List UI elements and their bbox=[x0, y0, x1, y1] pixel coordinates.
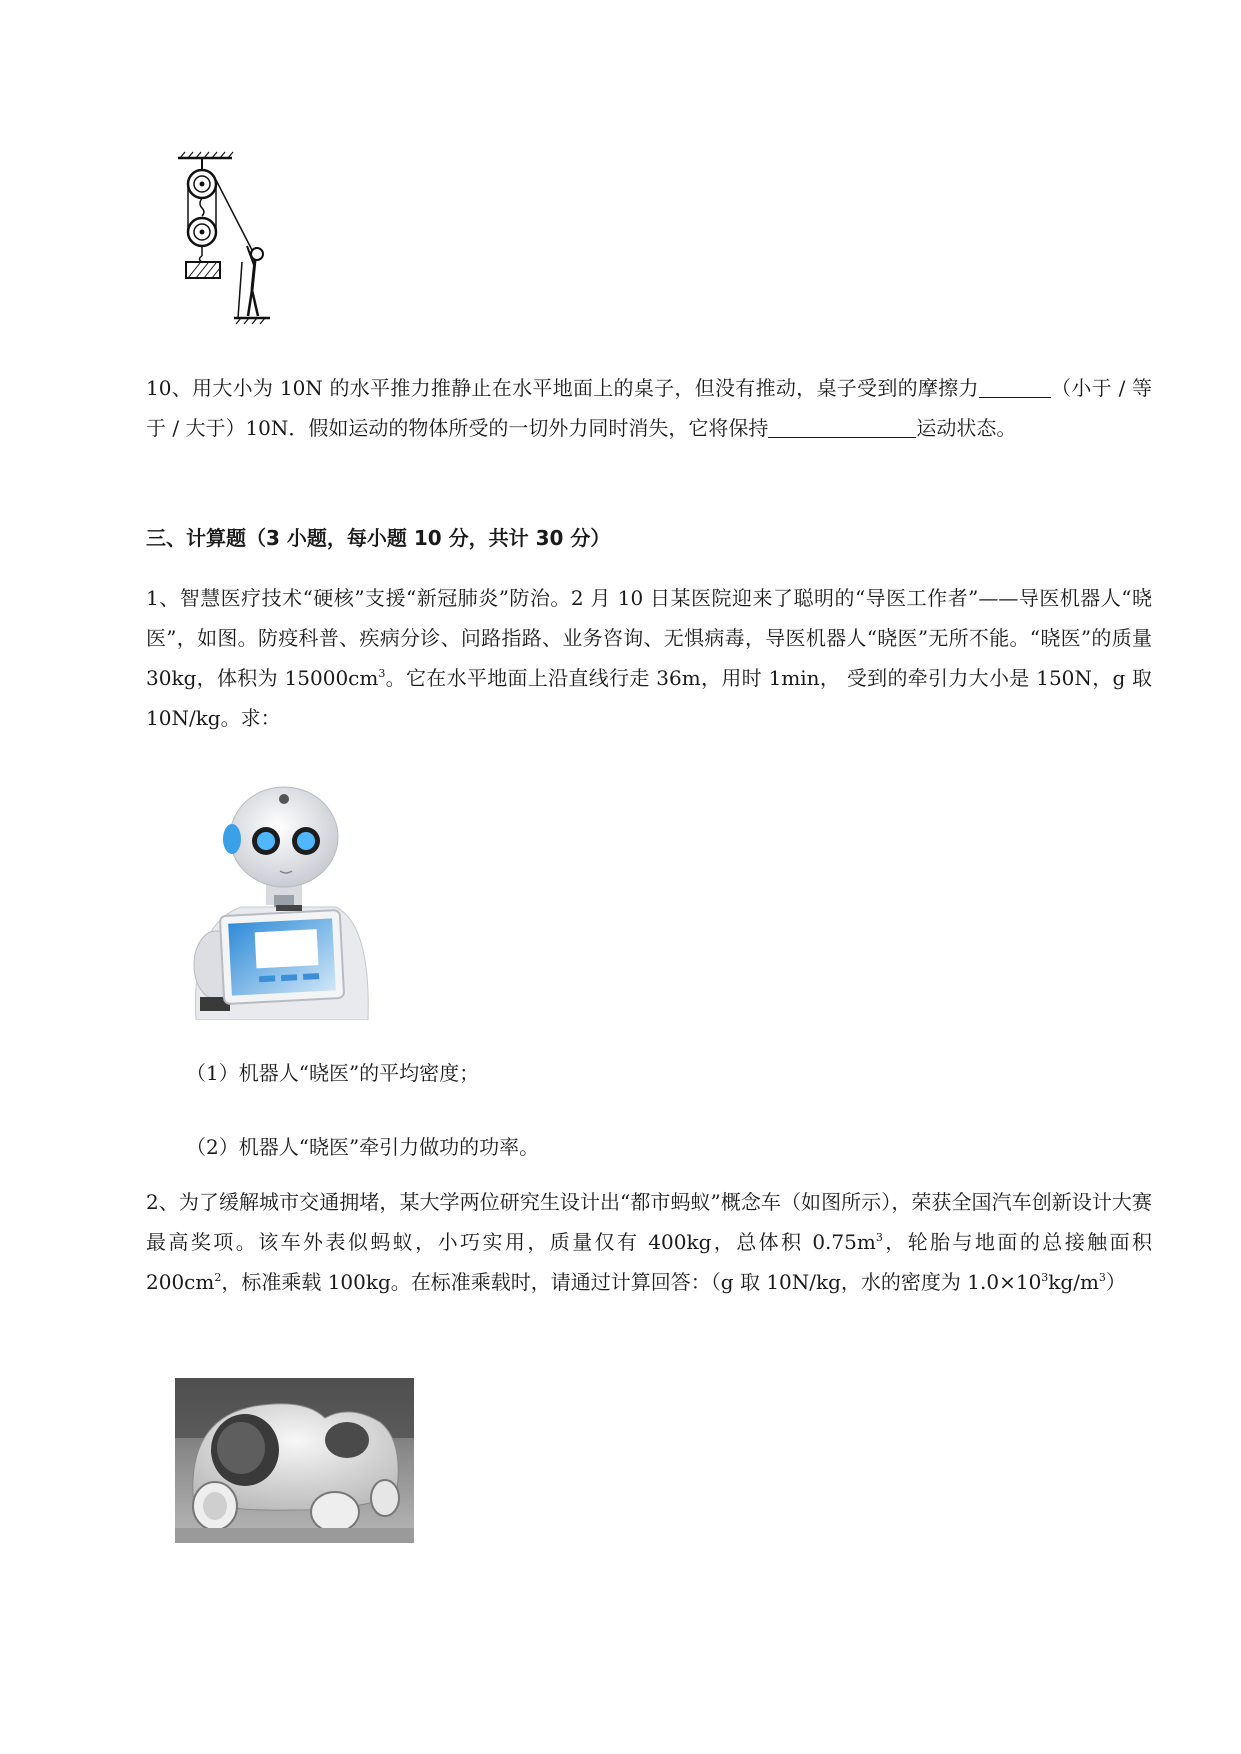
question-2-text-5: ） bbox=[1105, 1270, 1126, 1294]
question-2-text-2: ，轮胎与地面的总接触面积 200cm bbox=[146, 1230, 1153, 1294]
question-1-text-a: 1、智慧医疗技术“硬核”支援“新冠肺炎”防治。2 月 10 日某医院迎来了聪明的“导医工作者”——导医机器人“晓医”，如图。防疫科普、疾病分诊、问路指路、业务咨询、无惧病毒，导医机器人“晓医”无所不能。“晓医”的质量 30kg，体积为 15000cm bbox=[146, 586, 1152, 690]
answer-blank-1[interactable] bbox=[979, 375, 1051, 398]
question-2-text-1: 2、为了缓解城市交通拥堵，某大学两位研究生设计出“都市蚂蚁”概念车（如图所示），荣获全国汽车创新设计大赛最高奖项。该车外表似蚂蚁，小巧实用，质量仅有 400kg，总体积 0.75m bbox=[146, 1190, 1152, 1254]
question-2-text-3: ，标准乘载 100kg。在标准乘载时，请通过计算回答：（g 取 10N/kg，水的密度为 1.0×10 bbox=[221, 1270, 1042, 1294]
superscript: 2 bbox=[214, 1271, 222, 1284]
superscript: 3 bbox=[1041, 1271, 1049, 1284]
question-2 bbox=[146, 1182, 1152, 1302]
section-heading: 三、计算题（3 小题，每小题 10 分，共计 30 分） bbox=[146, 526, 611, 550]
superscript: 3 bbox=[875, 1231, 883, 1244]
question-10 bbox=[146, 368, 1152, 448]
superscript: 3 bbox=[378, 667, 386, 680]
question-10-text-2: （小于 / 等于 / 大于）10N．假如运动的物体所受的一切外力同时消失，它将保持 bbox=[146, 376, 1153, 440]
car-photo bbox=[175, 1378, 414, 1543]
pulley-figure bbox=[170, 150, 280, 340]
question-10-text-1: 10、用大小为 10N 的水平推力推静止在水平地面上的桌子，但没有推动，桌子受到的摩擦力 bbox=[146, 376, 979, 400]
question-1-text-b: 。它在水平地面上沿直线行走 36m，用时 1min， 受到的牵引力大小是 150N，g 取 10N/kg。求： bbox=[146, 666, 1152, 730]
question-10-text-3: 运动状态。 bbox=[916, 416, 1017, 440]
sub-question-1: （1）机器人“晓医”的平均密度； bbox=[186, 1061, 480, 1085]
robot-photo bbox=[186, 775, 382, 1020]
sub-question-2: （2）机器人“晓医”牵引力做功的功率。 bbox=[186, 1135, 540, 1159]
question-1 bbox=[146, 578, 1152, 738]
superscript: 3 bbox=[1098, 1271, 1106, 1284]
question-2-text-4: kg/m bbox=[1048, 1270, 1099, 1294]
answer-blank-2[interactable] bbox=[768, 415, 916, 438]
